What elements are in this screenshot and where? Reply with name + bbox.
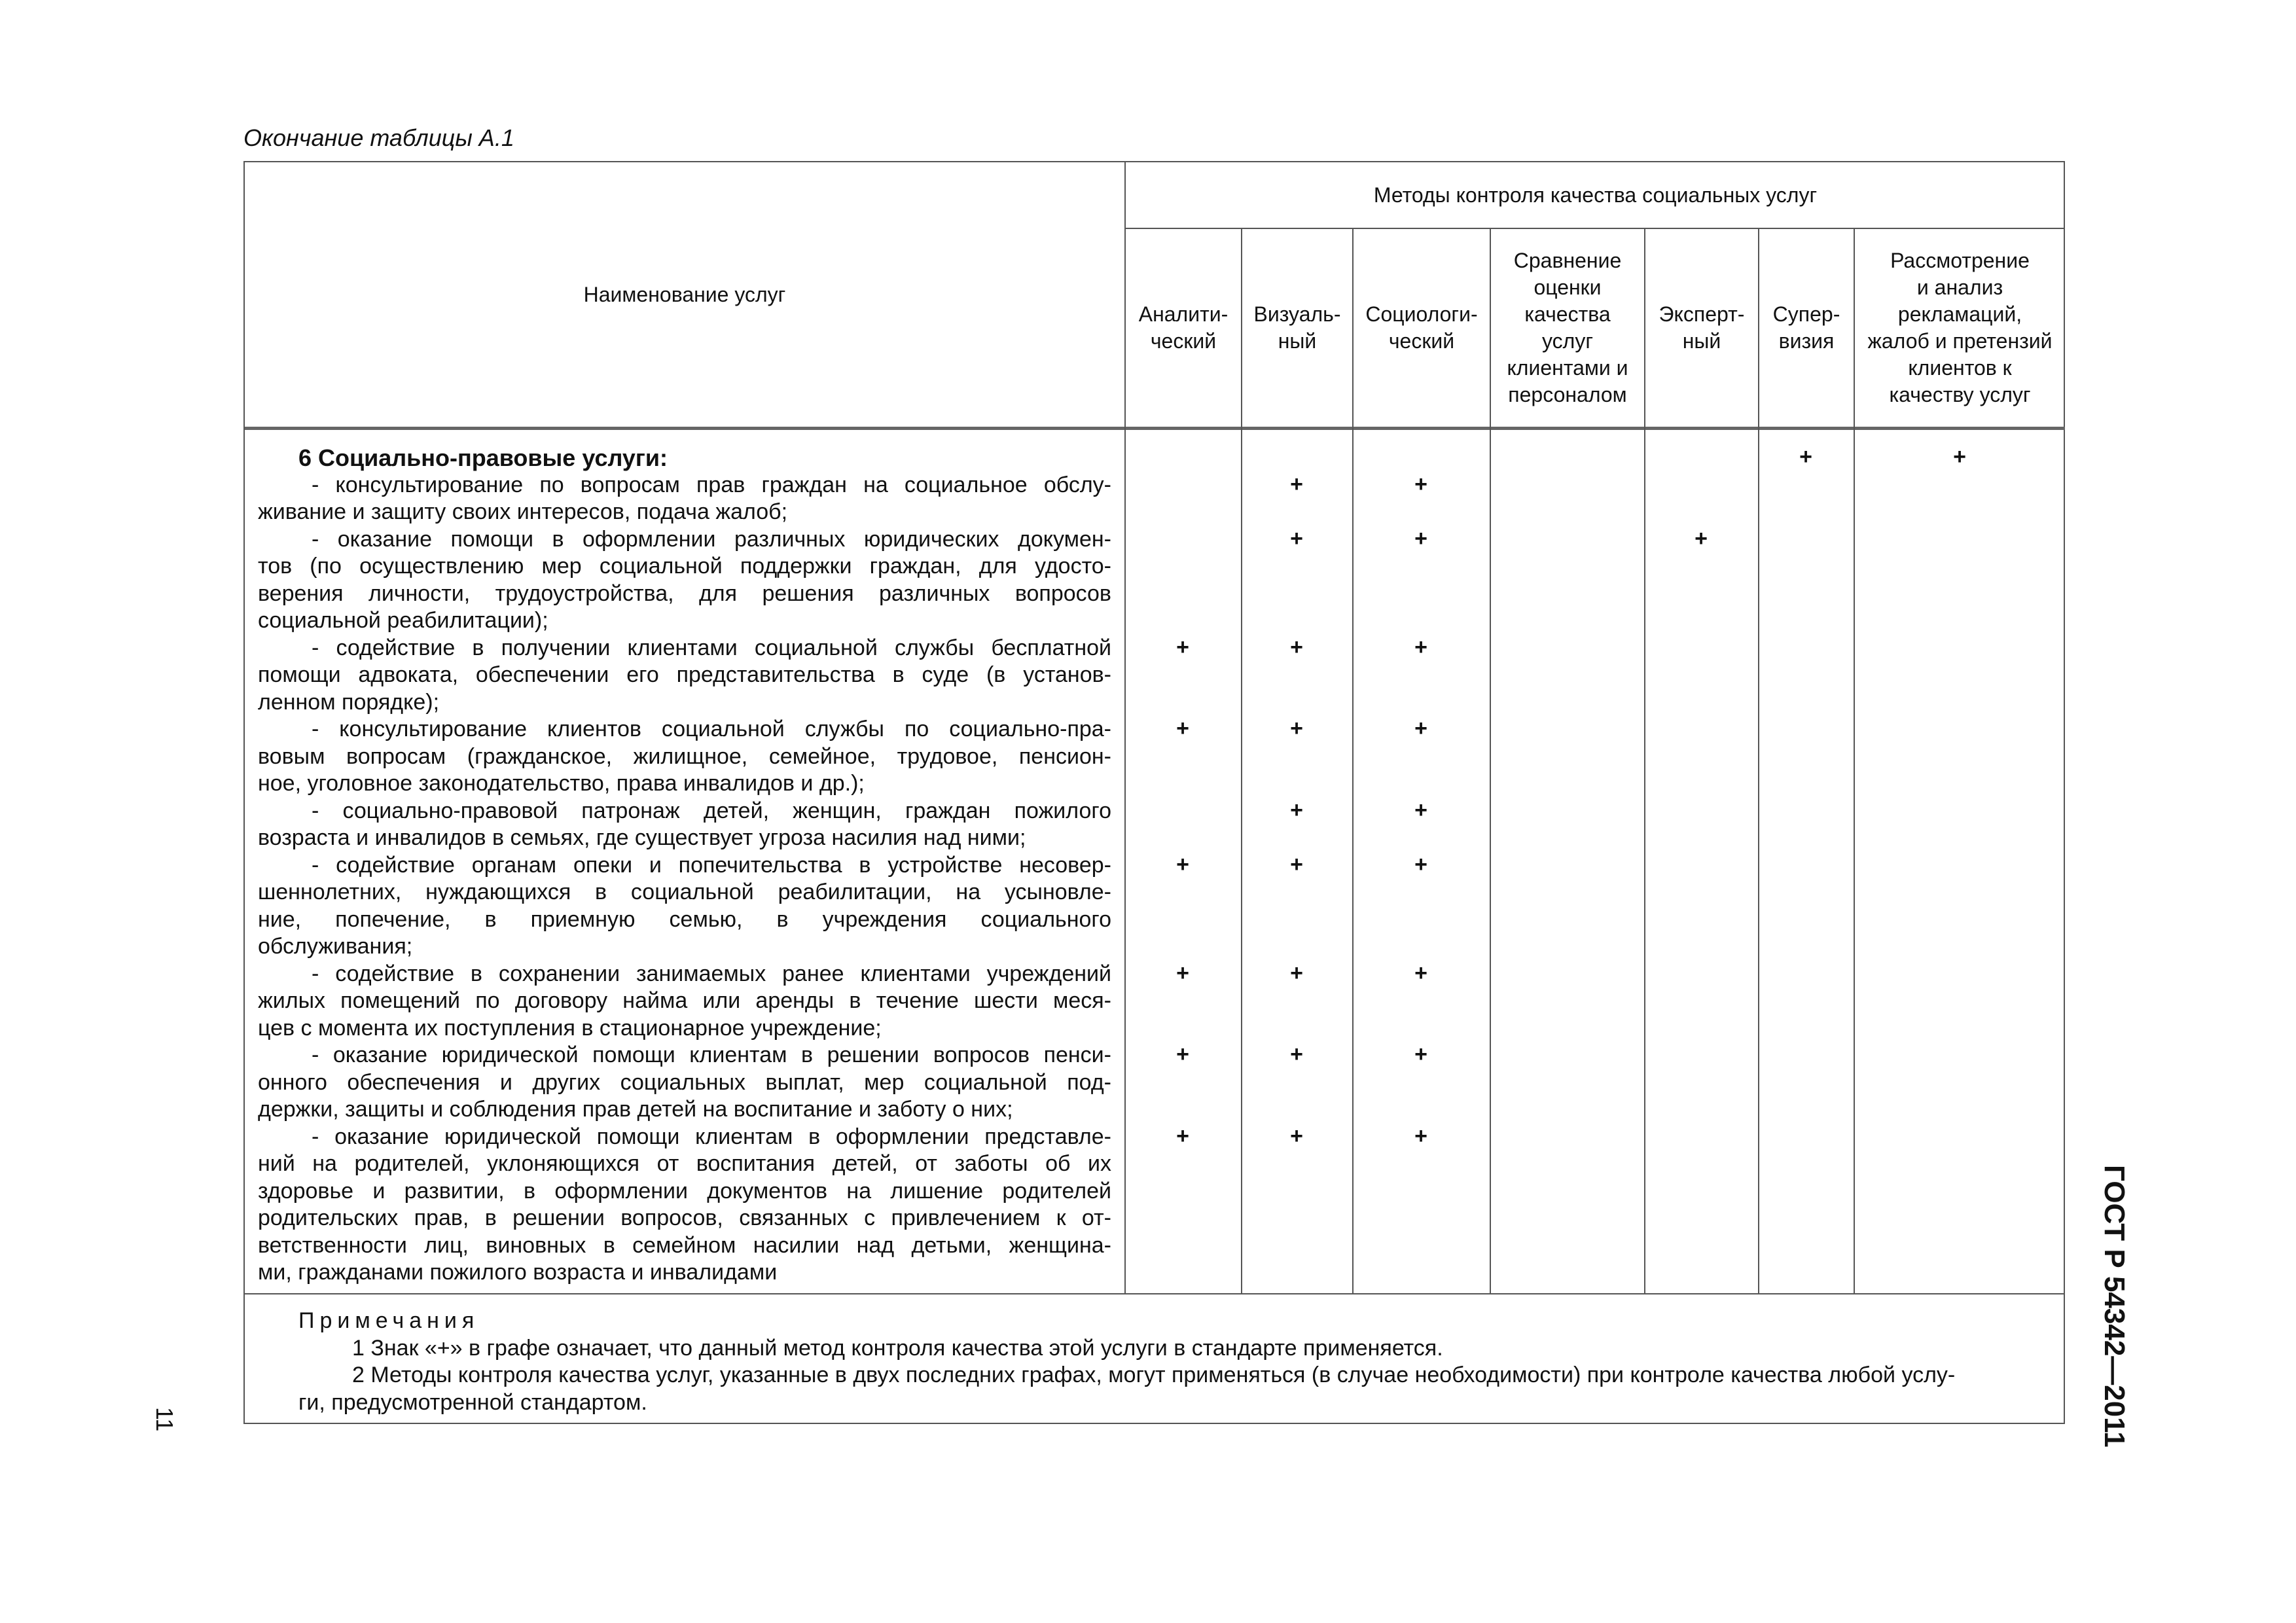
standard-code: ГОСТ Р 54342—2011 (2098, 1165, 2130, 1448)
service-text-line: - оказание помощи в оформлении различных юридических докумен- (312, 526, 1111, 552)
method-mark: + (1176, 1042, 1189, 1067)
method-mark: + (1290, 526, 1303, 551)
method-mark: + (1414, 1123, 1427, 1149)
service-text-line: обслуживания; (258, 934, 413, 959)
category-mark: + (1953, 444, 1966, 469)
service-text-line: - содействие органам опеки и попечительства в устройстве несовер- (312, 852, 1111, 878)
service-text-line: ми, гражданами пожилого возраста и инвалидами (258, 1260, 778, 1285)
service-text-line: здоровье и развитии, в оформлении документов на лишение родителей (258, 1178, 1111, 1204)
service-text-line: возраста и инвалидов в семьях, где существует угроза насилия над ними; (258, 825, 1026, 850)
note-item: 1 Знак «+» в графе означает, что данный метод контроля качества этой услуги в стандарте применяется. (352, 1335, 1443, 1361)
service-text-line: онного обеспечения и других социальных выплат, мер социальной под- (258, 1069, 1111, 1095)
header-method-visual: Визуаль- ный (1253, 302, 1341, 353)
service-text-line: родительских прав, в решении вопросов, связанных с привлечением к от- (258, 1205, 1111, 1230)
service-row (258, 798, 1111, 852)
service-text-line: - содействие в сохранении занимаемых ранее клиентами учреждений (312, 961, 1111, 986)
methods-table (243, 161, 2065, 1424)
header-method-sociological: Социологи- ческий (1365, 302, 1478, 353)
service-text-line: - оказание юридической помощи клиентам в решении вопросов пенси- (312, 1043, 1111, 1067)
header-method-analytic: Аналити- ческий (1138, 302, 1229, 353)
service-text-line: держки, защиты и соблюдения прав детей на воспитание и заботу о них; (258, 1097, 1013, 1122)
header-bottom-divider (245, 427, 2065, 430)
notes (298, 1308, 2053, 1416)
page-number: 11 (151, 1407, 178, 1432)
header-method-comparison: Сравнение оценки качества услуг клиентами и персоналом (1507, 249, 1628, 406)
service-text-line: жилых помещений по договору найма или аренды в течение шести меся- (258, 988, 1111, 1013)
method-mark: + (1414, 716, 1427, 741)
notes-title: Примечания (298, 1308, 480, 1333)
category-mark: + (1799, 444, 1812, 469)
header-method-complaints: Рассмотрение и анализ рекламаций, жалоб и претензий клиентов к качеству услуг (1867, 249, 2053, 406)
service-text-line: вовым вопросам (гражданское, жилищное, семейное, трудовое, пенсион- (258, 743, 1111, 769)
method-mark: + (1290, 1123, 1303, 1149)
method-mark: + (1176, 960, 1189, 986)
service-text-line: ветственности лиц, виновных в семейном насилии над детьми, женщина- (258, 1232, 1111, 1258)
service-row (258, 1042, 1111, 1124)
service-text-line: - консультирование клиентов социальной службы по социально-пра- (312, 717, 1111, 741)
header-methods-title: Методы контроля качества социальных услуг (1373, 183, 1818, 207)
service-text-line: ное, уголовное законодательство, права инвалидов и др.); (258, 771, 865, 796)
method-mark: + (1176, 634, 1189, 660)
category-title: 6 Социально-правовые услуги: (298, 444, 668, 471)
method-mark: + (1290, 797, 1303, 823)
method-mark: + (1414, 1042, 1427, 1067)
service-text-line: - консультирование по вопросам прав граждан на социальное обслу- (312, 472, 1111, 497)
method-mark: + (1414, 471, 1427, 497)
service-row (258, 526, 1111, 635)
service-text-line: помощи адвоката, обеспечении его представительства в суде (в установ- (258, 662, 1111, 687)
note-item: ги, предусмотренной стандартом. (298, 1389, 647, 1415)
header-service-name: Наименование услуг (583, 282, 786, 306)
method-mark: + (1290, 471, 1303, 497)
service-row (258, 635, 1111, 717)
service-text-line: - содействие в получении клиентами социальной службы бесплатной (312, 635, 1111, 660)
method-mark: + (1414, 634, 1427, 660)
service-row (258, 1124, 1111, 1287)
method-mark: + (1414, 960, 1427, 986)
method-mark: + (1414, 797, 1427, 823)
service-row (258, 472, 1111, 526)
method-mark: + (1176, 851, 1189, 877)
method-mark: + (1290, 1042, 1303, 1067)
service-row (258, 852, 1111, 961)
table-caption: Окончание таблицы А.1 (243, 124, 514, 151)
note-item: 2 Методы контроля качества услуг, указанные в двух последних графах, могут применяться (в случае необходимости) при контроле качества любой услу- (352, 1363, 1956, 1387)
method-mark: + (1290, 716, 1303, 741)
service-text-line: ленном порядке); (258, 689, 440, 715)
method-mark: + (1414, 851, 1427, 877)
service-text-line: тов (по осуществлению мер социальной поддержки граждан, для удосто- (258, 554, 1111, 579)
method-mark: + (1695, 526, 1708, 551)
service-text-line: ний на родителей, уклоняющихся от воспитания детей, от заботы об их (258, 1151, 1111, 1176)
method-mark: + (1290, 851, 1303, 877)
service-text-line: цев с момента их поступления в стационарное учреждение; (258, 1015, 882, 1041)
method-mark: + (1176, 716, 1189, 741)
service-text-line: - социально-правовой патронаж детей, женщин, граждан пожилого (312, 798, 1111, 823)
service-text-line: - оказание юридической помощи клиентам в оформлении представле- (312, 1124, 1111, 1149)
method-mark: + (1176, 1123, 1189, 1149)
service-row (258, 961, 1111, 1043)
header-method-supervision: Супер- визия (1772, 302, 1840, 353)
service-text-line: ние, попечение, в приемную семью, в учреждения социального (258, 906, 1111, 932)
service-row (258, 716, 1111, 798)
service-text-line: верения личности, трудоустройства, для решения различных вопросов (258, 580, 1111, 606)
service-text-line: живание и защиту своих интересов, подача жалоб; (258, 499, 788, 524)
service-text-line: социальной реабилитации); (258, 608, 548, 633)
header-method-expert: Эксперт- ный (1659, 302, 1745, 353)
service-text-line: шеннолетних, нуждающихся в социальной реабилитации, на усыновле- (258, 880, 1111, 904)
method-mark: + (1290, 960, 1303, 986)
method-mark: + (1290, 634, 1303, 660)
notes-divider (245, 1293, 2065, 1294)
method-mark: + (1414, 526, 1427, 551)
